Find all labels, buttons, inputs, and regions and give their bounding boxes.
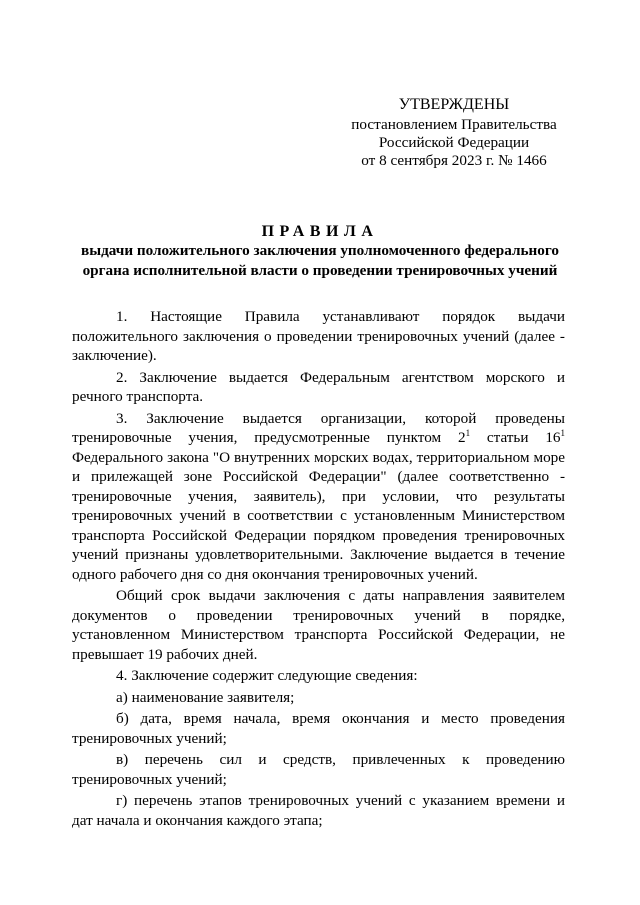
approval-block	[340, 96, 568, 170]
approval-line-2: Российской Федерации	[378, 134, 530, 151]
paragraph-4: 4. Заключение содержит следующие сведения:	[116, 667, 418, 684]
item-a: а) наименование заявителя;	[116, 688, 295, 706]
paragraph-1: 1. Настоящие Правила устанавливают порядок выдачи положительного заключения о проведении тренировочных учений (далее - заключение).	[72, 308, 565, 364]
item-d: г) перечень этапов тренировочных учений с указанием времени и дат начала и окончания каждого этапа;	[72, 792, 565, 829]
approval-line-1: постановлением Правительства	[351, 116, 557, 133]
document-subtitle: выдачи положительного заключения уполномоченного федерального органа исполнительной власти о проведении тренировочных учений	[81, 242, 559, 279]
superscript-2: 1	[560, 428, 566, 438]
item-c: в) перечень сил и средств, привлеченных к проведению тренировочных учений;	[72, 751, 565, 788]
paragraph-3-part-a: 3. Заключение выдается организации, которой проведены тренировочные учения, предусмотренные пунктом 2	[72, 409, 565, 446]
document-title: ПРАВИЛА	[261, 223, 379, 240]
superscript-1: 1	[465, 428, 471, 438]
paragraph-3-part-c: Федерального закона "О внутренних морских водах, территориальном море и прилежащей зоне Российской Федерации" (далее соответственно - тренировочные учения, заявитель), при условии, что результаты тренировочных учений в соответствии с установленным Министерством транспорта Российской Федерации порядком проведения тренировочных учений признаны удовлетворительными. Заключение выдается в течение одного рабочего дня со дня окончания тренировочных учений.	[72, 448, 565, 583]
item-b: б) дата, время начала, время окончания и место проведения тренировочных учений;	[72, 710, 565, 747]
paragraph-2: 2. Заключение выдается Федеральным агентством морского и речного транспорта.	[72, 368, 565, 405]
paragraph-term: Общий срок выдачи заключения с даты направления заявителем документов о проведении тренировочных учений в порядке, установленном Министерством транспорта Российской Федерации, не превышает 19 рабочих дней.	[72, 587, 565, 663]
approval-line-3: от 8 сентября 2023 г. № 1466	[361, 152, 547, 169]
paragraph-3	[72, 409, 565, 585]
paragraph-3-part-b: статьи 16	[470, 429, 561, 446]
document-body	[72, 307, 565, 832]
approved-label: УТВЕРЖДЕНЫ	[398, 96, 510, 113]
